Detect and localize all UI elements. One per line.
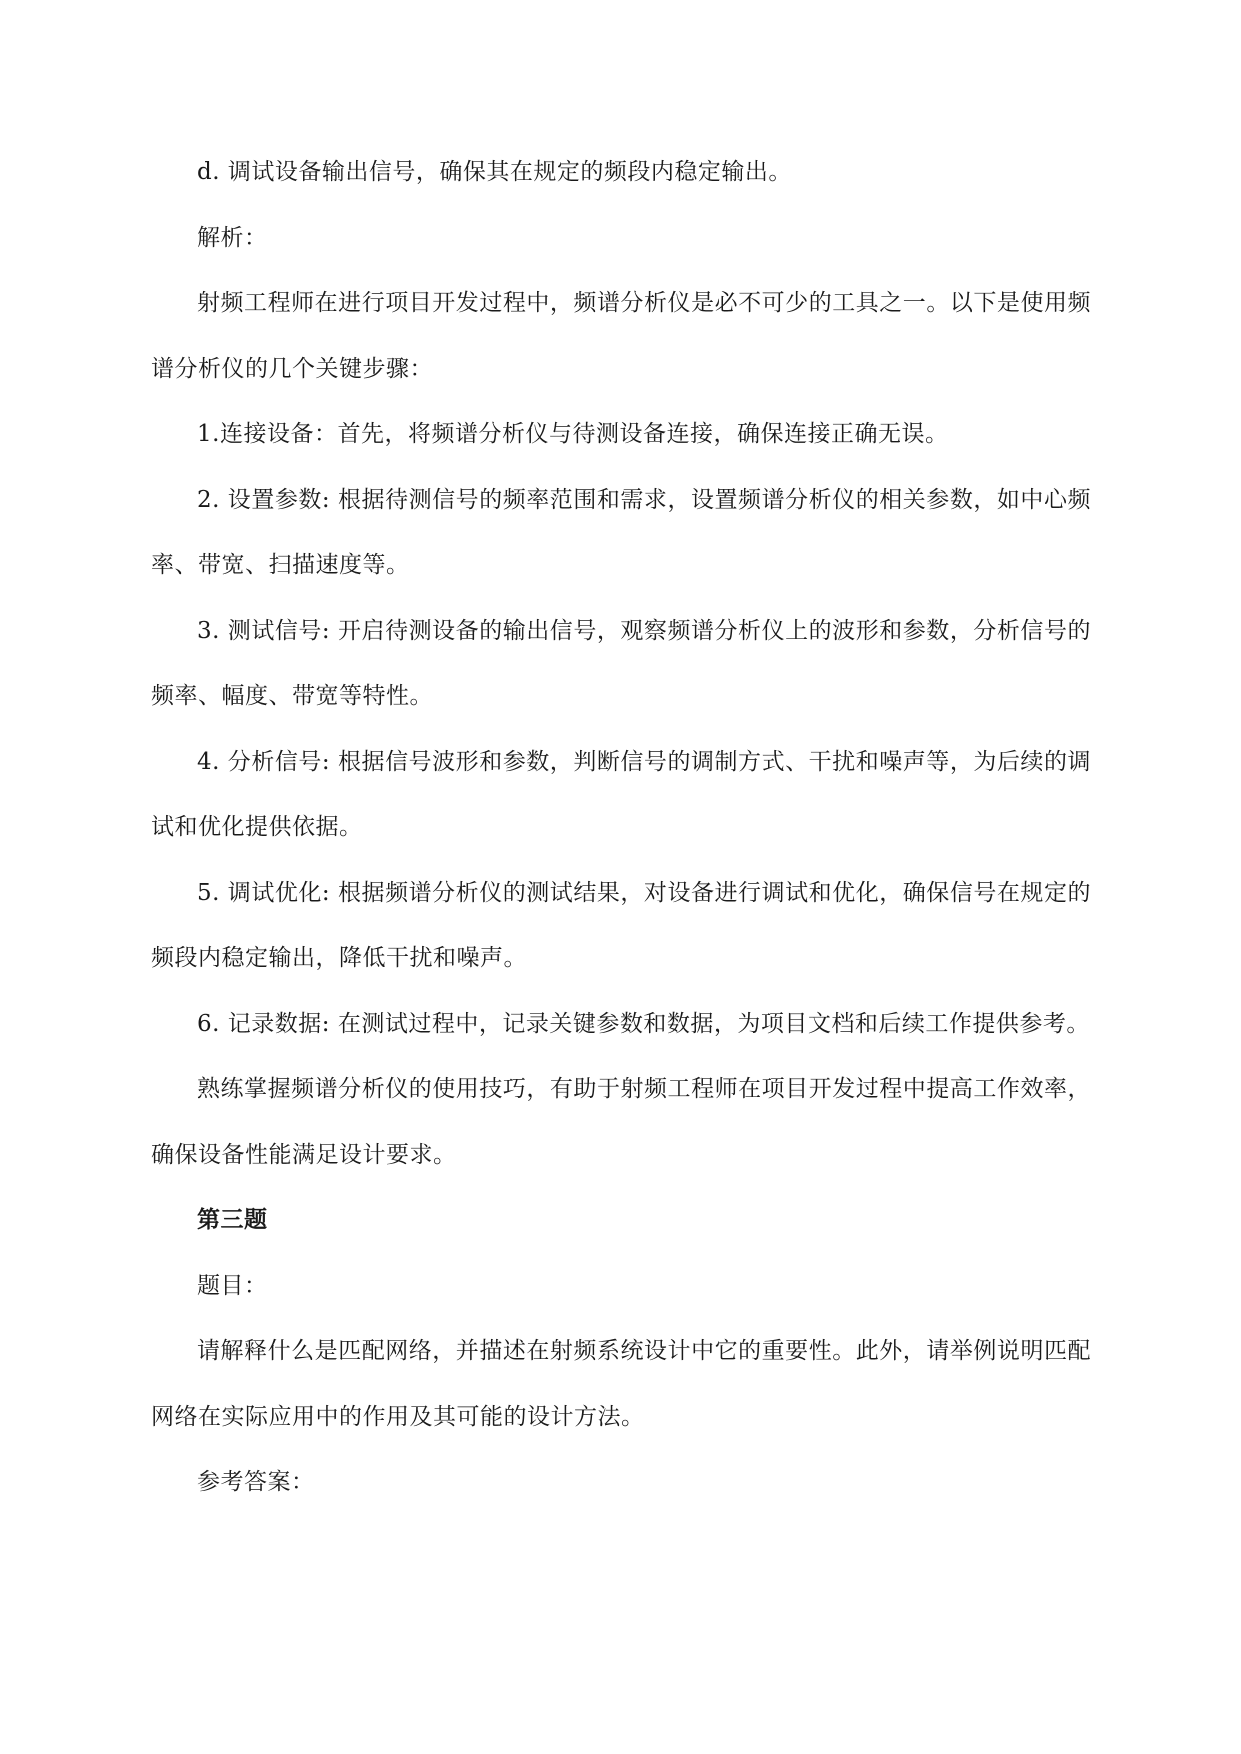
analysis-label: 解析： <box>197 224 268 251</box>
question-label: 题目： <box>197 1272 268 1299</box>
document-body <box>151 140 1091 1516</box>
item-d-paragraph: d. 调试设备输出信号，确保其在规定的频段内稳定输出。 <box>197 159 792 185</box>
conclusion-paragraph: 熟练掌握频谱分析仪的使用技巧，有助于射频工程师在项目开发过程中提高工作效率，确保设备性能满足设计要求。 <box>151 1076 1091 1168</box>
step-3-paragraph: 3. 测试信号: 开启待测设备的输出信号，观察频谱分析仪上的波形和参数，分析信号的频率、幅度、带宽等特性。 <box>151 617 1091 709</box>
step-1-paragraph: 1.连接设备：首先，将频谱分析仪与待测设备连接，确保连接正确无误。 <box>197 421 949 447</box>
step-2-paragraph: 2. 设置参数: 根据待测信号的频率范围和需求，设置频谱分析仪的相关参数，如中心频率、带宽、扫描速度等。 <box>151 486 1091 578</box>
answer-label: 参考答案： <box>197 1469 315 1495</box>
step-5-paragraph: 5. 调试优化: 根据频谱分析仪的测试结果，对设备进行调试和优化，确保信号在规定的频段内稳定输出，降低干扰和噪声。 <box>151 879 1091 971</box>
section-heading: 第三题 <box>197 1207 268 1233</box>
step-6-paragraph: 6. 记录数据: 在测试过程中，记录关键参数和数据，为项目文档和后续工作提供参考。 <box>197 1010 1090 1037</box>
intro-paragraph: 射频工程师在进行项目开发过程中，频谱分析仪是必不可少的工具之一。以下是使用频谱分析仪的几个关键步骤： <box>151 290 1091 382</box>
question-paragraph: 请解释什么是匹配网络，并描述在射频系统设计中它的重要性。此外，请举例说明匹配网络在实际应用中的作用及其可能的设计方法。 <box>151 1338 1091 1430</box>
step-4-paragraph: 4. 分析信号: 根据信号波形和参数，判断信号的调制方式、干扰和噪声等，为后续的调试和优化提供依据。 <box>151 748 1091 840</box>
